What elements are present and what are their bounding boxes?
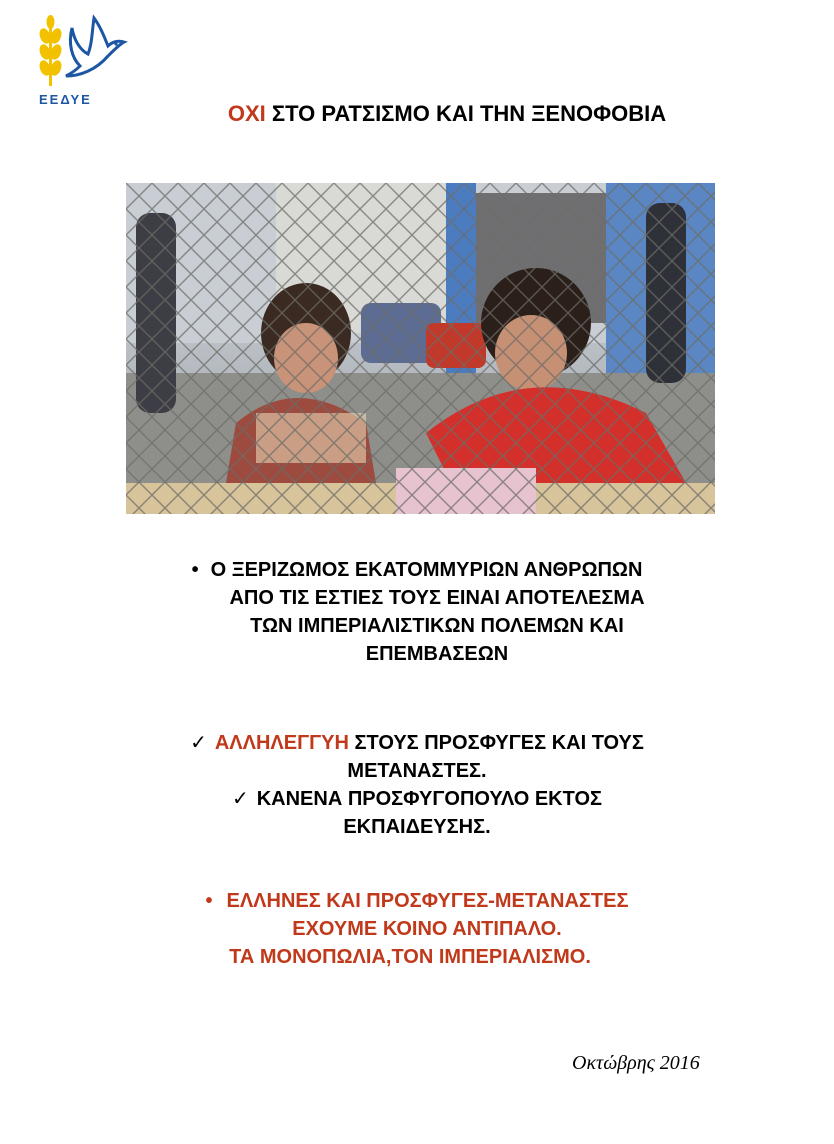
- section3-line-2: ΕΧΟΥΜΕ ΚΟΙΝΟ ΑΝΤΙΠΑΛΟ.: [292, 918, 562, 940]
- section2-item1-line2: ΜΕΤΑΝΑΣΤΕΣ.: [347, 760, 487, 782]
- section1-line-1: • Ο ΞΕΡΙΖΩΜΟΣ ΕΚΑΤΟΜΜΥΡΙΩΝ ΑΝΘΡΩΠΩΝ: [191, 559, 643, 581]
- section2-item1-line1: ✓ ΑΛΛΗΛΕΓΓΥΗ ΣΤΟΥΣ ΠΡΟΣΦΥΓΕΣ ΚΑΙ ΤΟΥΣ: [190, 732, 644, 754]
- bullet-icon: •: [205, 890, 213, 912]
- section1-line-3: ΤΩΝ ΙΜΠΕΡΙΑΛΙΣΤΙΚΩΝ ΠΟΛΕΜΩΝ ΚΑΙ: [250, 615, 624, 637]
- section1-line-4: ΕΠΕΜΒΑΣΕΩΝ: [365, 643, 509, 665]
- section2-item2-line1: ✓ ΚΑΝΕΝΑ ΠΡΟΣΦΥΓΟΠΟΥΛΟ ΕΚΤΟΣ: [231, 788, 603, 810]
- bullet-icon: •: [191, 559, 199, 581]
- section1-line-2: ΑΠΟ ΤΙΣ ΕΣΤΙΕΣ ΤΟΥΣ ΕΙΝΑΙ ΑΠΟΤΕΛΕΣΜΑ: [229, 587, 645, 609]
- children-behind-fence-photo: [126, 183, 715, 514]
- logo-text: ΕΕΔΥΕ: [39, 92, 92, 107]
- date-text: Οκτώβρης 2016: [572, 1052, 700, 1074]
- check-icon: ✓: [190, 732, 207, 754]
- check-icon: ✓: [231, 788, 249, 810]
- title-highlight: ΟΧΙ: [227, 101, 266, 126]
- section3-line-1: • ΕΛΛΗΝΕΣ ΚΑΙ ΠΡΟΣΦΥΓΕΣ-ΜΕΤΑΝΑΣΤΕΣ: [205, 890, 629, 912]
- title-rest: ΣΤΟ ΡΑΤΣΙΣΜΟ ΚΑΙ ΤΗΝ ΞΕΝΟΦΟΒΙΑ: [265, 101, 667, 126]
- section3-line-3: ΤΑ ΜΟΝΟΠΩΛΙΑ,ΤΟΝ ΙΜΠΕΡΙΑΛΙΣΜΟ.: [229, 946, 591, 968]
- page-title: [0, 101, 834, 127]
- section2-item2-line2: ΕΚΠΑΙΔΕΥΣΗΣ.: [343, 816, 491, 838]
- solidarity-highlight: ΑΛΛΗΛΕΓΓΥΗ: [214, 732, 349, 754]
